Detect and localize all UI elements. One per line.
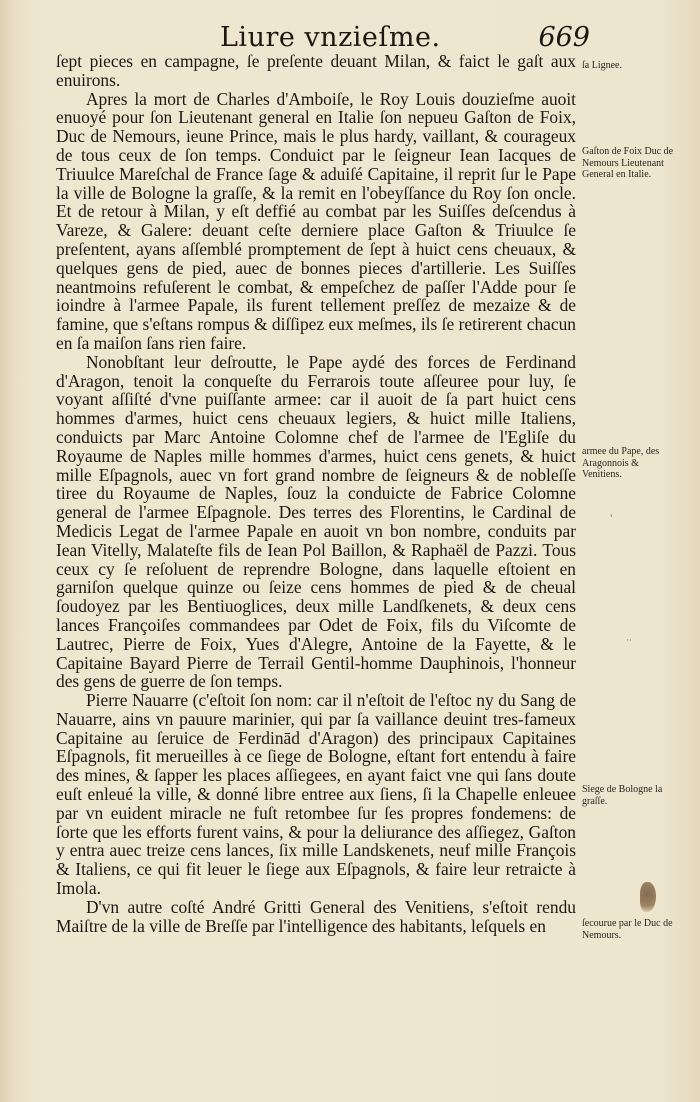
- marginal-note: ſecourue par le Duc de Nemours.: [582, 918, 673, 941]
- running-title: Liure vnzieſme.: [220, 22, 441, 53]
- paragraph: ſept pieces en campagne, ſe preſente deuant Milan, & faict le gaſt aux enuirons.: [56, 51, 576, 90]
- ink-mark: ': [610, 514, 613, 524]
- marginal-note: Gaſton de Foix Duc de Nemours Lieutenant General en Italie.: [582, 146, 674, 180]
- marginal-note: Siege de Bologne la graſſe.: [582, 784, 663, 807]
- paragraph: D'vn autre coſté André Gritti General des Venitiens, s'eſtoit rendu Maiſtre de la ville de Breſſe par l'intelligence des habitants, leſquels en: [56, 896, 576, 936]
- paragraph: Apres la mort de Charles d'Amboiſe, le Roy Louis douzieſme auoit enuoyé pour ſon Lieutenant general en Italie ſon nepueu Gaſton de Foix, Duc de Nemours, ieune Prince, mais le plus hardy, vaillant, & courageux de tous ceux de ſon temps. Conduict par le ſeigneur Iean Iacques de Triuulce Mareſchal de France ſage & aduiſé Capitaine, il reprit ſur le Pape la ville de Bologne la graſſe, & la remit en l'obeyſſance du Roy ſon oncle. Et de retour à Milan, y eſt deffié au combat par les Suiſſes deſcendus à Vareze, & Galere: deuant ceſte derniere place Gaſton & Triuulce ſe preſentent, ayans aſſemblé promptement de ſept à huict cens cheuaux, & quelques gens de pied, auec de bonnes pieces d'artillerie. Les Suiſſes neantmoins refuſerent le combat, & empeſchez de paſſer l'Adde pour ſe ioindre à l'armee Papale, ils furent tellement preſſez de mezaize & de famine, que s'eſtans rompus & diſſipez eux meſmes, ils ſe retirerent chacun en ſa maiſon ſans rien faire.: [56, 88, 576, 353]
- body-text: [56, 52, 576, 935]
- paragraph: Nonobſtant leur deſroutte, le Pape aydé des forces de Ferdinand d'Aragon, tenoit la conqueſte du Ferrarois toute aſſeuree pour luy, ſe voyant aſſiſté d'vne puiſſante armee: car il auoit de ſa part huict cens hommes d'armes, huict cens cheuaux legiers, & huict mille Italiens, conduicts par Marc Antoine Colomne chef de l'armee de l'Egliſe du Royaume de Naples mille hommes d'armes, huict cens genets, & huict mille Eſpagnols, auec vn fort grand nombre de ſeigneurs & de nobleſſe tiree du Royaume de Naples, ſouz la conduicte de Fabrice Colomne general de l'armee Eſpagnole. Des terres des Florentins, le Cardinal de Medicis Legat de l'armee Papale en auoit vn bon nombre, conduits par Iean Vitelly, Malateſte fils de Iean Pol Baillon, & Raphaël de Pazzi. Tous ceux cy ſe reſoluent de reprendre Bologne, dans laquelle eſtoient en garniſon quelque quinze ou ſeize cens hommes de pied & de cheual ſoudoyez par les Bentiuoglices, deux mille Landſkenets, & deux cens lances Françoiſes commandees par Odet de Foix, fils du Viſcomte de Lautrec, Pierre de Foix, Yues d'Alegre, Antoine de la Fayette, & le Capitaine Bayard Pierre de Terrail Gentil-homme Dauphinois, l'honneur des gens de guerre de ſon temps.: [56, 351, 576, 692]
- marginal-note: armee du Pape, des Aragonnois & Venitiens.: [582, 446, 660, 480]
- marginal-note: ſa Lignee.: [582, 60, 622, 71]
- ink-stain: [640, 882, 656, 912]
- ink-mark: ··: [626, 636, 632, 646]
- page-number: 669: [538, 22, 590, 53]
- paragraph: Pierre Nauarre (c'eſtoit ſon nom: car il n'eſtoit de l'eſtoc ny du Sang de Nauarre, ains vn pauure marinier, qui par ſa vaillance deuint tres-fameux Capitaine au ſeruice de Ferdinād d'Aragon) des principaux Capitaines Eſpagnols, fit merueilles à ce ſiege de Bologne, eſtant fort entendu à faire des mines, & ſapper les places aſſiegees, en ayant faict vne qui ſans doute euſt enleué la ville, & donné libre entree aux ſiens, ſi la Chapelle enleuee par vn euident miracle ne fuſt retombee ſur ſes propres fondemens: de ſorte que les efforts furent vains, & pour la deliurance des aſſiegez, Gaſton y entra auec treize cens lances, ſix mille Landskenets, neuf mille François & Italiens, ce qui fit leuer le ſiege aux Eſpagnols, & faire leur retraicte à Imola.: [56, 690, 576, 899]
